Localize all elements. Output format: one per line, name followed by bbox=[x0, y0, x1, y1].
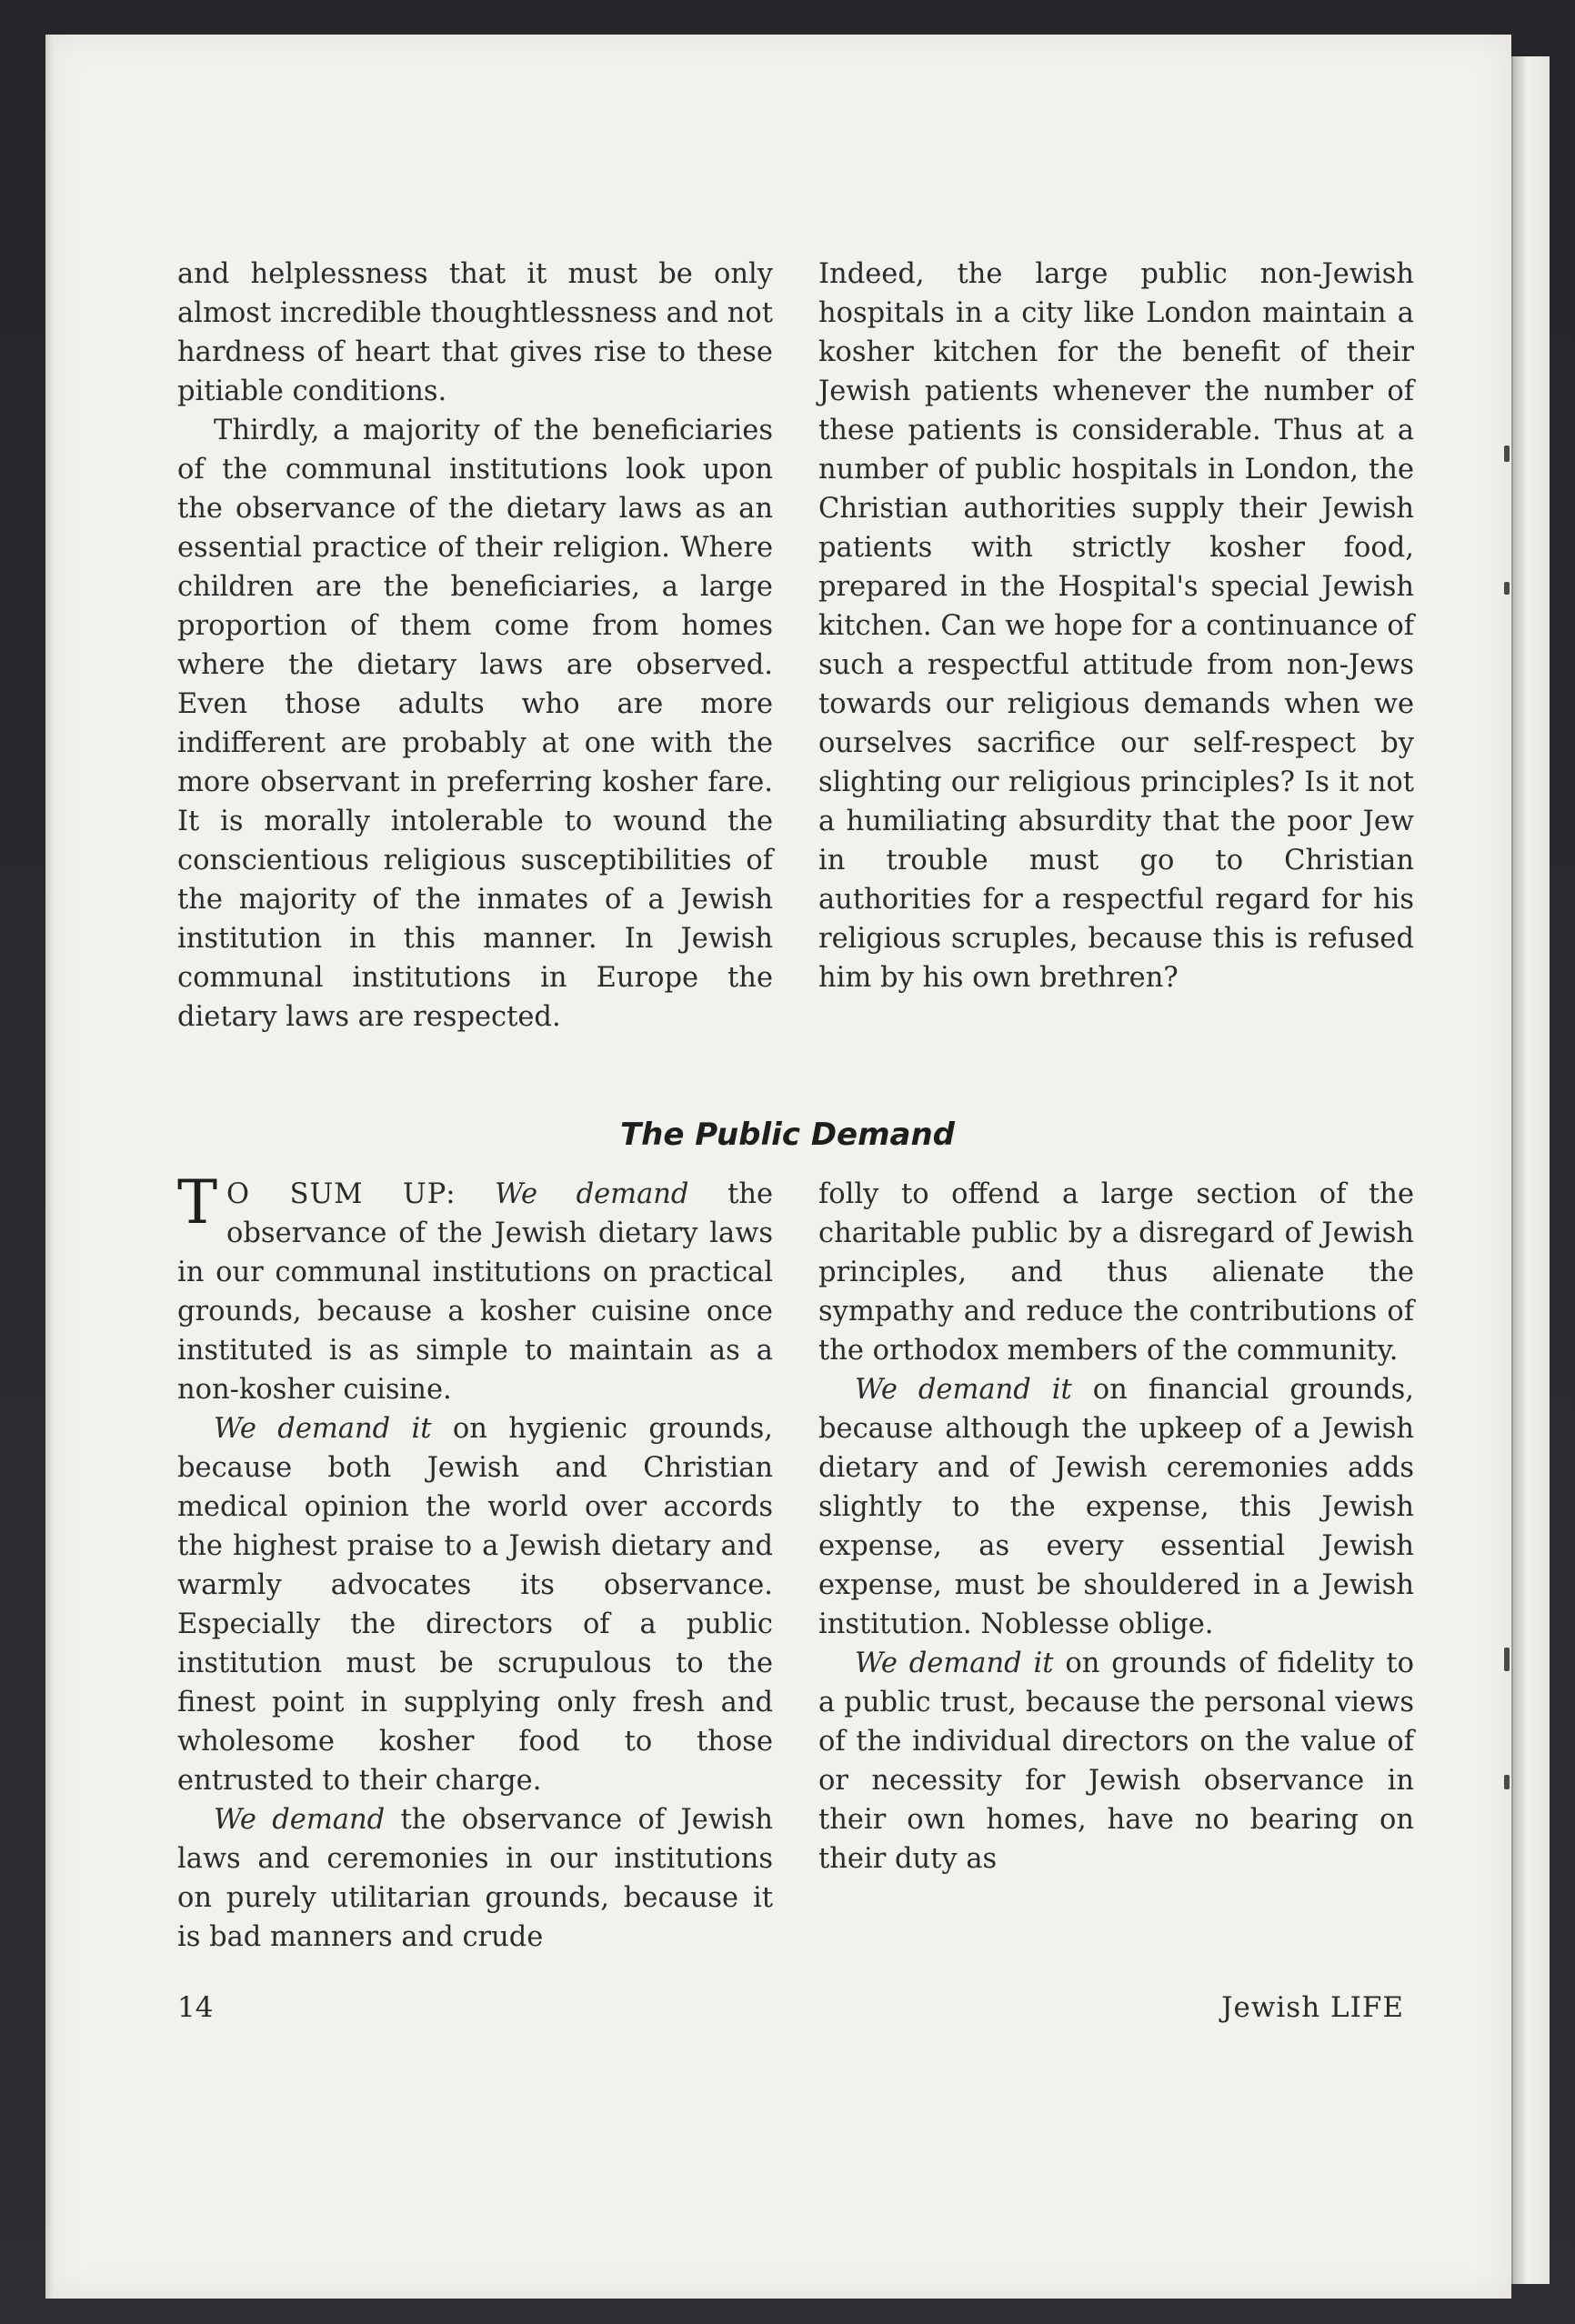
emphasis: We demand it bbox=[855, 1648, 1054, 1679]
paragraph-text: on hygienic grounds, because both Jewish and Christian medical opinion the world over accords the highest praise to a Jewish dietary and warmly advocates its observance. Especially the directors of a public institution must be scrupulous to the finest point in supplying only fresh and wholesome kosher food to those entrusted to their charge. bbox=[177, 1413, 773, 1797]
column-bottom-left bbox=[177, 1167, 774, 1957]
binding-mark bbox=[1504, 582, 1510, 595]
column-bottom-right bbox=[818, 1175, 1414, 1878]
paragraph bbox=[177, 1800, 773, 1957]
paragraph: folly to offend a large section of the charitable public by a disregard of Jewish principles, and thus alienate the sympathy and reduce the contributions of the orthodox members of the community. bbox=[818, 1178, 1414, 1367]
paragraph-text: the observance of Jewish laws and ceremonies in our institutions on purely utilitarian grounds, because it is bad manners and crude bbox=[177, 1804, 773, 1953]
page-left-edge bbox=[45, 35, 55, 2299]
next-page-edge bbox=[1511, 56, 1550, 2284]
paragraph bbox=[818, 1370, 1414, 1644]
emphasis: We demand it bbox=[214, 1413, 432, 1445]
paragraph: Thirdly, a majority of the beneficiaries of the communal institutions look upon the observance of the dietary laws as an essential practice of their religion. Where children are the beneficiaries, a large proportion of them come from homes where the dietary laws are observed. Even those adults who are more indifferent are probably at one with the more observant in preferring kosher fare. It is morally intolerable to wound the conscientious religious susceptibilities of the majority of the inmates of a Jewish institution in this manner. In Jewish communal institutions in Europe the dietary laws are respected. bbox=[177, 415, 773, 1033]
section-heading: The Public Demand bbox=[619, 1117, 956, 1153]
emphasis: We demand bbox=[495, 1178, 689, 1210]
binding-mark bbox=[1504, 1775, 1510, 1789]
column-top-right bbox=[818, 255, 1414, 997]
paragraph bbox=[177, 1409, 773, 1800]
binding-mark bbox=[1504, 1648, 1510, 1671]
paragraph bbox=[177, 1167, 774, 1409]
paragraph bbox=[818, 1644, 1414, 1878]
lead-in: O SUM UP: bbox=[226, 1178, 456, 1210]
emphasis: We demand bbox=[214, 1804, 386, 1836]
column-top-left bbox=[177, 255, 773, 1037]
paragraph-text: on financial grounds, because although the upkeep of a Jewish dietary and of Jewish ceremonies adds slightly to the expense, this Jewish expense, as every essential Jewish expense, must be shouldered in a Jewish institution. Noblesse oblige. bbox=[818, 1374, 1414, 1640]
paragraph-text: on grounds of fidelity to a public trust, because the personal views of the individual directors on the value of or necessity for Jewish observance in their own homes, have no bearing on their duty as bbox=[818, 1648, 1414, 1875]
binding-mark bbox=[1504, 446, 1510, 462]
emphasis: We demand it bbox=[855, 1374, 1072, 1406]
drop-cap: T bbox=[177, 1167, 218, 1237]
paragraph-text: the observance of the Jewish dietary laws in our communal institutions on practical grounds, because a kosher cuisine once instituted is as simple to maintain as a non-kosher cuisine. bbox=[177, 1178, 774, 1406]
page-number: 14 bbox=[177, 1991, 214, 2024]
paragraph: and helplessness that it must be only almost incredible thoughtlessness and not hardness of heart that gives rise to these pitiable conditions. bbox=[177, 258, 773, 407]
magazine-name: Jewish LIFE bbox=[1221, 1991, 1404, 2024]
paragraph: Indeed, the large public non-Jewish hospitals in a city like London maintain a kosher kitchen for the benefit of their Jewish patients whenever the number of these patients is considerable. Thus at a number of public hospitals in London, the Christian authorities supply their Jewish patients with strictly kosher food, prepared in the Hospital's special Jewish kitchen. Can we hope for a continuance of such a respectful attitude from non-Jews towards our religious demands when we ourselves sacrifice our self-respect by slighting our religious principles? Is it not a humiliating absurdity that the poor Jew in trouble must go to Christian authorities for a respectful regard for his religious scruples, because this is refused him by his own brethren? bbox=[818, 258, 1414, 994]
